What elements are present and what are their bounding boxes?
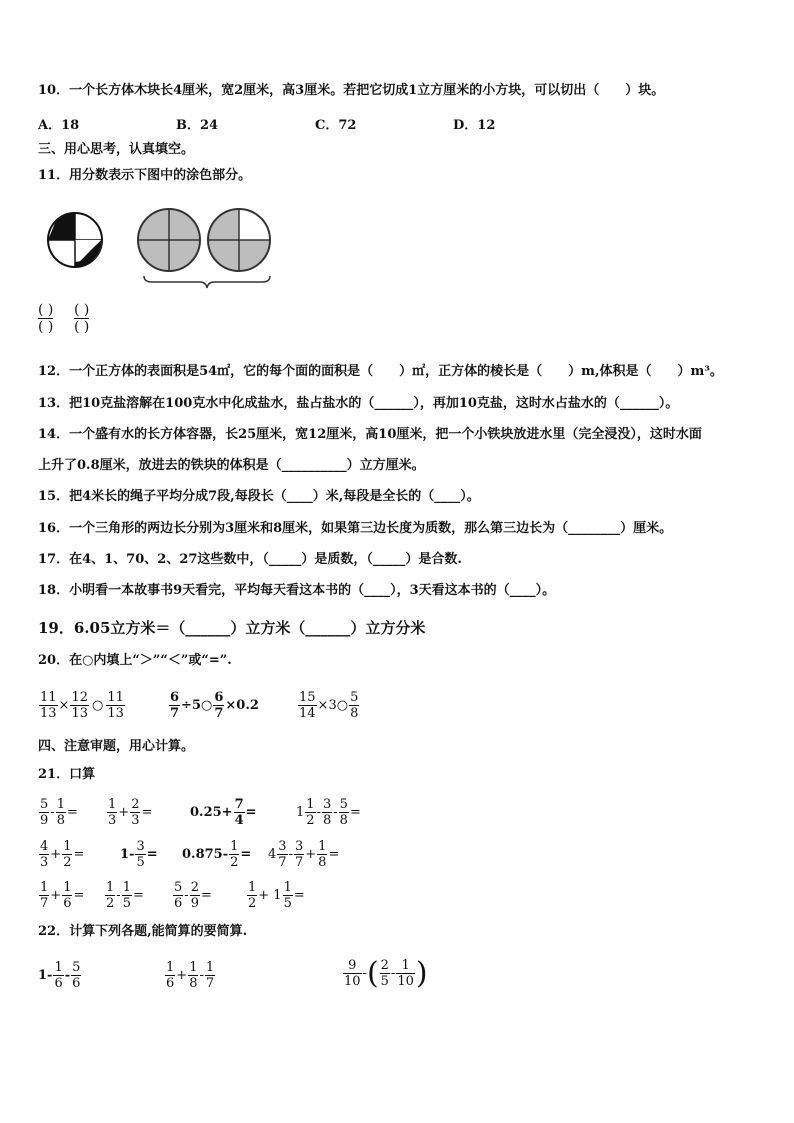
calc-item-2: $\frac{1}{6}$ + $\frac{1}{8}$ - $\frac{1}{7}$	[166, 960, 215, 991]
question-14-line-2: 上升了0.8厘米，放进去的铁块的体积是（__________）立方厘米。	[38, 458, 425, 473]
comparison-item-3: $\frac{15}{14}$ ×3○ $\frac{5}{8}$	[299, 690, 359, 721]
mental-calc-11: $\frac{5}{6}$ - $\frac{2}{9}$ =	[174, 880, 212, 911]
mental-calc-8: 4 $\frac{3}{7}$ - $\frac{3}{7}$ + $\frac{1}{8}$ =	[268, 839, 340, 870]
answer-fraction-1: $\frac{( )}{( )}$	[38, 302, 54, 335]
mental-calc-3: 0.25+ $\frac{7}{4}$ =	[190, 797, 257, 828]
option-c: C．72	[315, 118, 357, 133]
circle-quarters-figure-1	[138, 209, 200, 271]
option-d: D．12	[453, 118, 496, 133]
option-b: B．24	[176, 118, 219, 133]
question-11: 11．用分数表示下图中的涂色部分。	[38, 168, 252, 183]
question-20: 20．在○内填上“＞”“＜”或“=”.	[38, 653, 232, 668]
mental-calc-7: 0.875- $\frac{1}{2}$ =	[182, 839, 252, 870]
circle-quarters-figure-2	[208, 209, 270, 271]
question-15: 15．把4米长的绳子平均分成7段,每段长（____）米,每段是全长的（____）。	[38, 489, 480, 504]
mental-calc-6: 1- $\frac{3}{5}$ =	[120, 839, 158, 870]
calc-item-1: 1- $\frac{1}{6}$ - $\frac{5}{6}$	[38, 960, 81, 991]
mental-calc-5: $\frac{4}{3}$ + $\frac{1}{2}$ =	[40, 839, 85, 870]
comparison-item-2: $\frac{6}{7}$ ÷5○ $\frac{6}{7}$ ×0.2	[170, 690, 259, 721]
question-10: 10．一个长方体木块长4厘米，宽2厘米，高3厘米。若把它切成1立方厘米的小方块，可以切出（ ）块。	[38, 83, 665, 98]
question-12: 12．一个正方体的表面积是54㎡，它的每个面的面积是（ ）㎡，正方体的棱长是（ ）m,体积是（ ）m³。	[38, 364, 723, 379]
answer-fraction-2: $\frac{( )}{( )}$	[74, 302, 90, 335]
option-a: A．18	[38, 118, 80, 133]
question-13: 13．把10克盐溶解在100克水中化成盐水，盐占盐水的（______），再加10克盐，这时水占盐水的（______）。	[38, 396, 679, 411]
mental-calc-2: $\frac{1}{3}$ + $\frac{2}{3}$ =	[108, 797, 153, 828]
mental-calc-1: $\frac{5}{9}$ - $\frac{1}{8}$ =	[40, 797, 78, 828]
question-19: 19．6.05立方米＝（______）立方米（______）立方分米	[38, 619, 426, 637]
mental-calc-10: $\frac{1}{2}$ - $\frac{1}{5}$ =	[106, 880, 144, 911]
question-21: 21．口算	[38, 767, 96, 782]
section-4-heading: 四、注意审题，用心计算。	[38, 739, 195, 754]
calc-item-3: $\frac{9}{10}$ - ( $\frac{2}{5}$ - $\frac{1}{10}$ )	[344, 955, 428, 991]
question-17: 17．在4、1、70、2、27这些数中，（_____）是质数，（_____）是合数.	[38, 552, 462, 567]
question-18: 18．小明看一本故事书9天看完，平均每天看这本书的（____），3天看这本书的（____）。	[38, 583, 556, 598]
mental-calc-9: $\frac{1}{7}$ + $\frac{1}{6}$ =	[40, 880, 85, 911]
question-14-line-1: 14．一个盛有水的长方体容器，长25厘米，宽12厘米，高10厘米，把一个小铁块放进水里（完全浸没），这时水面	[38, 427, 702, 442]
brace-icon	[144, 276, 270, 288]
circle-eighths-figure	[48, 213, 102, 267]
shaded-circles-figure	[40, 200, 280, 290]
mental-calc-4: 1 $\frac{1}{2}$ - $\frac{3}{8}$ - $\frac{5}{8}$ =	[296, 797, 361, 828]
mental-calc-12: $\frac{1}{2}$ + 1 $\frac{1}{5}$ =	[248, 880, 305, 911]
question-16: 16．一个三角形的两边长分别为3厘米和8厘米，如果第三边长度为质数，那么第三边长为（________）厘米。	[38, 521, 673, 536]
section-3-heading: 三、用心思考，认真填空。	[38, 142, 195, 157]
question-22: 22．计算下列各题,能简算的要简算.	[38, 924, 248, 939]
comparison-item-1: $\frac{11}{13}$ × $\frac{12}{13}$ ○ $\frac{11}{13}$	[40, 690, 124, 721]
